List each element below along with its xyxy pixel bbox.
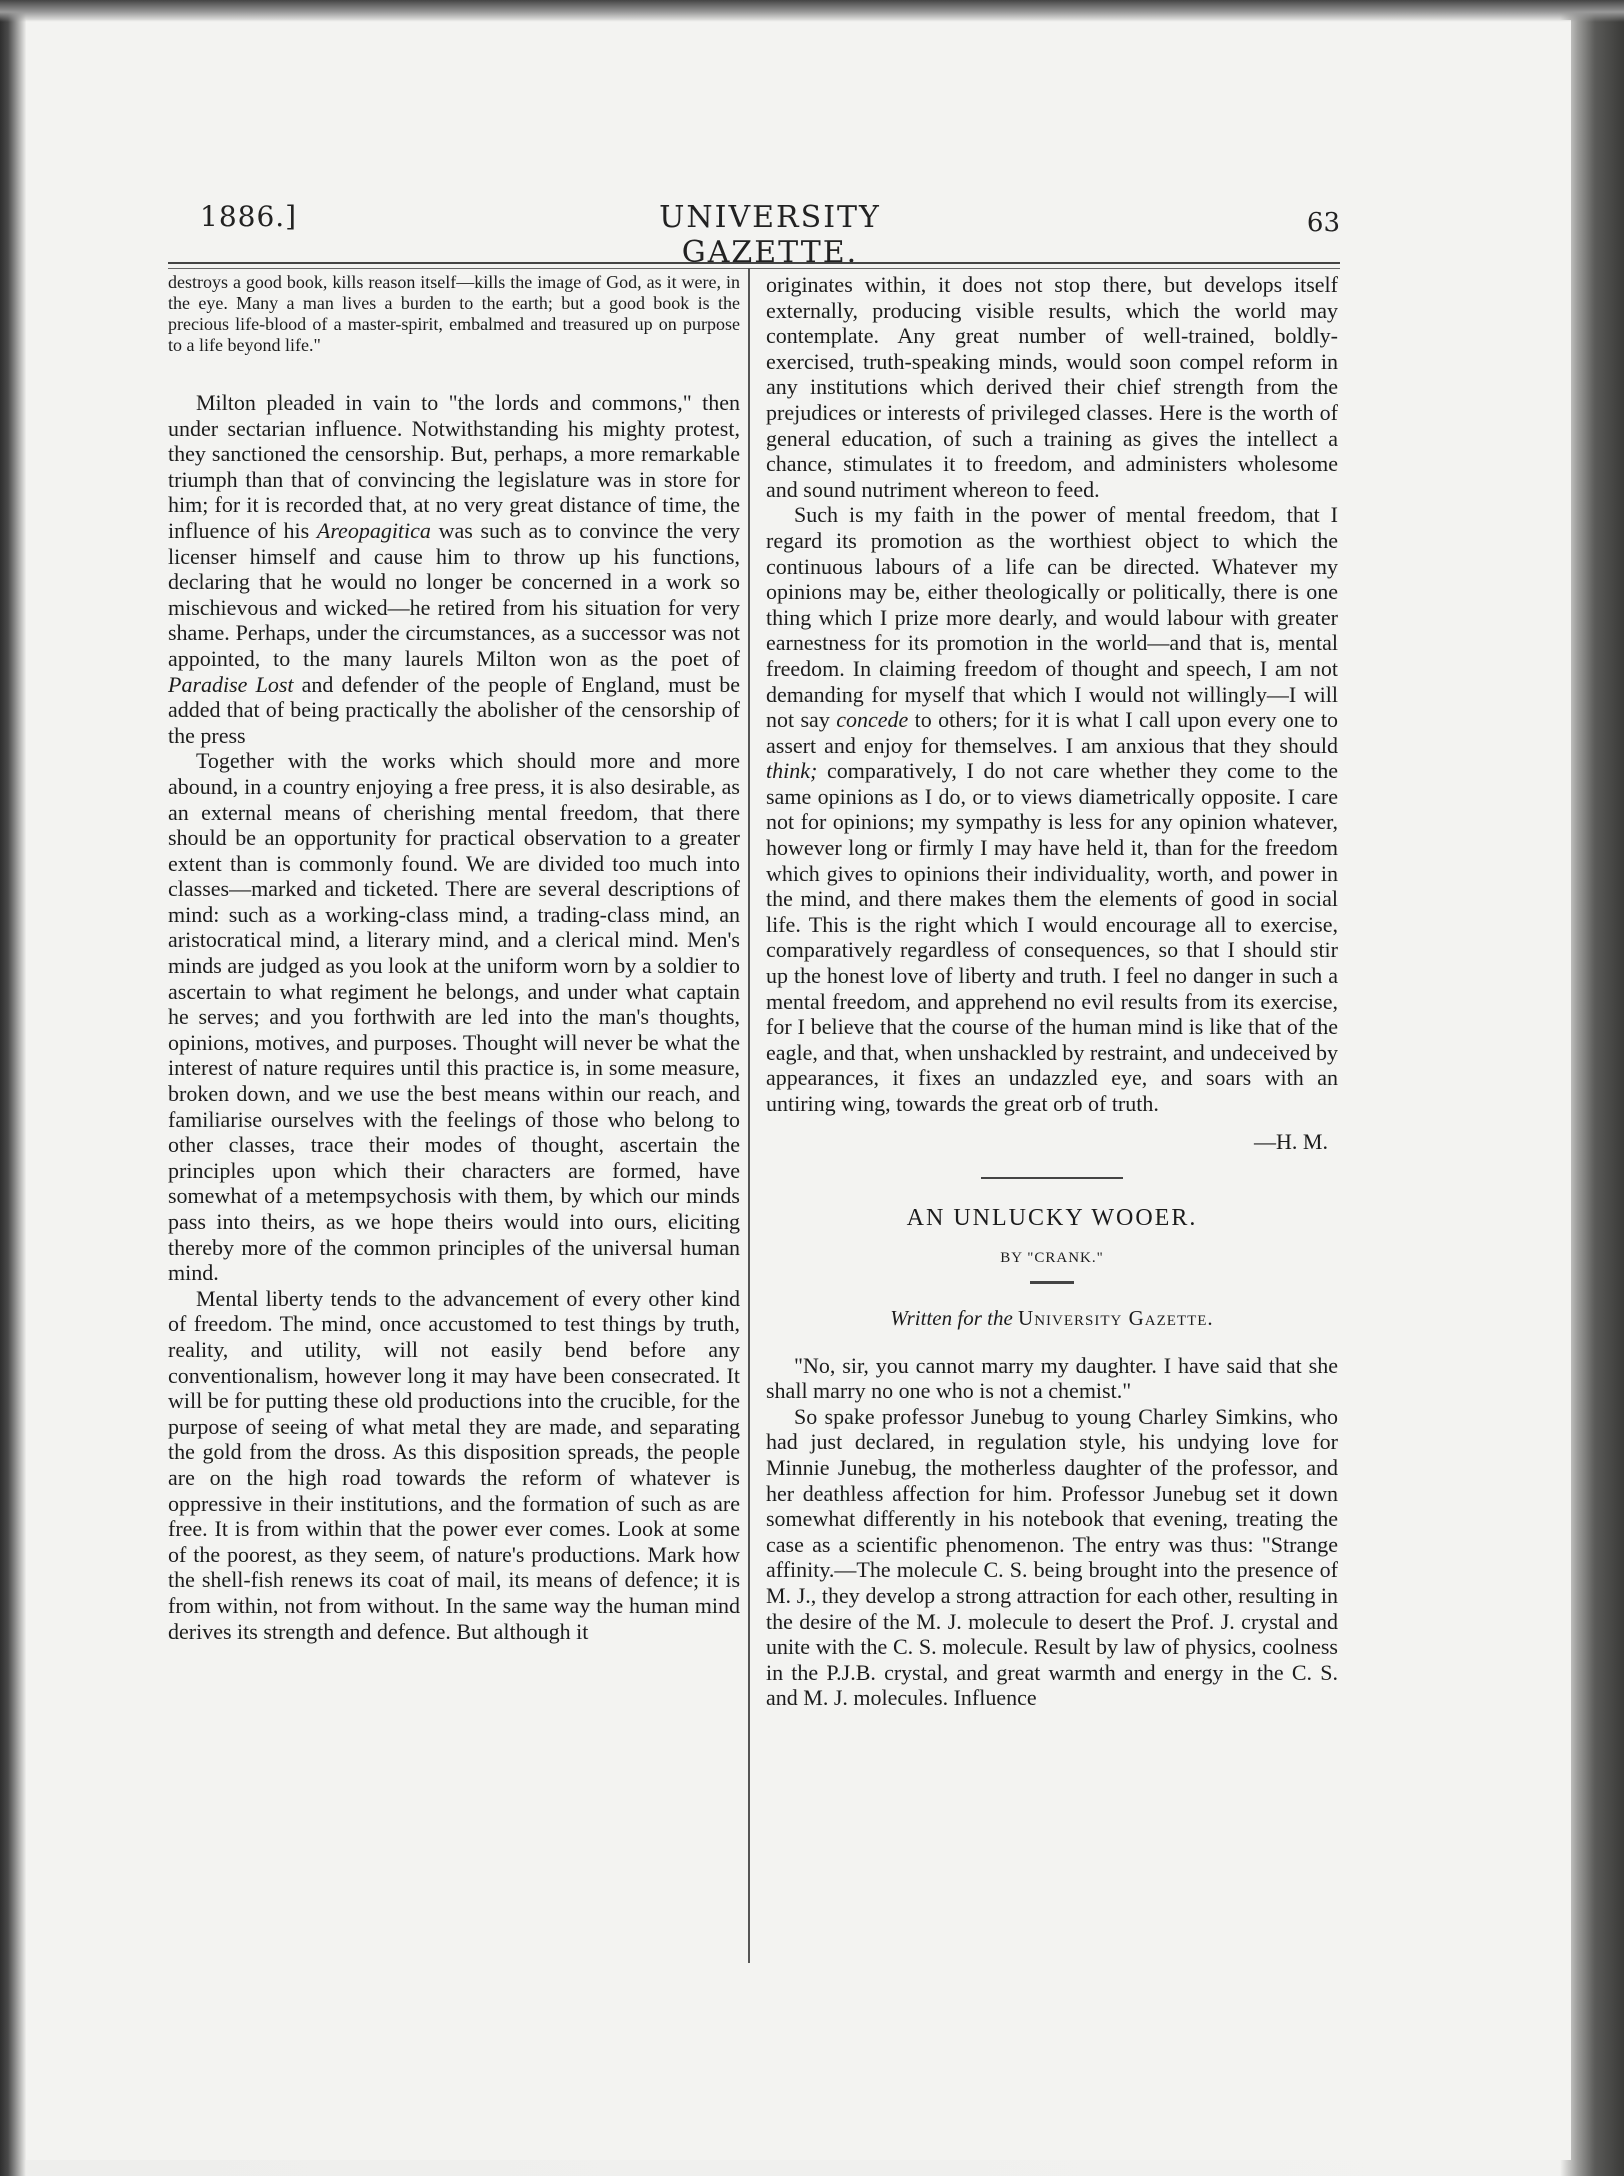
- written-for-line: [766, 1306, 1338, 1331]
- header-rule: [168, 262, 1340, 269]
- text-run: comparatively, I do not care whether they come to the same opinions as I do, or to views diametrically opposite. I care not for opinions; my sympathy is less for any opinion whatever, however long or firmly I may have held it, than for the freedom which gives to opinions their individuality, worth, and power in the mind, and there makes them the elements of good in social life. This is the right which I would encourage all to exercise, comparatively regardless of consequences, so that I should stir up the honest love of liberty and truth. I feel no danger in such a mental freedom, and apprehend no evil results from its exercise, for I believe that the course of the human mind is like that of the eagle, and that, when unshackled by restraint, and undeceived by appearances, it fixes an undazzled eye, and soars with an untiring wing, towards the great orb of truth.: [766, 758, 1338, 1116]
- signature: —H. M.: [1254, 1128, 1328, 1154]
- italic-areopagitica: Areopagitica: [316, 517, 431, 543]
- paragraph-originates: originates within, it does not stop there, but develops itself externally, producing visible results, which the world may contemplate. Any great number of well-trained, boldly-exercised, truth-speaking minds, would soon compel reform in any institutions which derived their chief strength from the prejudices or interests of privileged classes. Here is the worth of general education, of such a training as gives the intellect a chance, stimulates it to freedom, and administers wholesome and sound nutriment whereon to feed.: [766, 272, 1338, 502]
- italic-concede: concede: [836, 707, 909, 733]
- page-number: 63: [1306, 208, 1340, 238]
- running-header: [200, 200, 1340, 270]
- italic-paradise-lost: Paradise Lost: [168, 671, 294, 697]
- right-column: [766, 272, 1338, 1711]
- text-run: Such is my faith in the power of mental freedom, that I regard its promotion as the worthiest object to which the continuous labours of a life can be directed. Whatever my opinions may be, either theologically or politically, there is one thing which I prize more dearly, and would labour with greater earnestness for its promotion in the world—and that is, mental freedom. In claiming freedom of thought and speech, I am not demanding for myself that which I would not willingly—I will not say: [766, 502, 1338, 733]
- section-rule: [981, 1177, 1123, 1179]
- paragraph-milton: [168, 390, 740, 748]
- text-run: was such as to convince the very licenser himself and cause him to throw up his functions, declaring that he would no longer be concerned in a work so mischievous and wicked—he retired from his situation for very shame. Perhaps, under the circumstances, as a successor was not appointed, to the many laurels Milton won as the poet of: [168, 517, 740, 671]
- paragraph-together: Together with the works which should more and more abound, in a country enjoying a free press, it is also desirable, as an external means of cherishing mental freedom, that there should be an opportunity for practical observation to a greater extent than is commonly found. We are divided too much into classes—marked and ticketed. There are several descriptions of mind: such as a working-class mind, a trading-class mind, an aristocratical mind, a literary mind, and a clerical mind. Men's minds are judged as you look at the uniform worn by a soldier to ascertain to what regiment he belongs, and under what captain he serves; and you forthwith are led into the man's thoughts, opinions, motives, and purposes. Thought will never be what the interest of nature requires until this practice is, in some measure, broken down, and we use the best means within our reach, and familiarise ourselves with the feelings of those who belong to other classes, trace their modes of thought, ascertain the principles upon which their characters are formed, have somewhat of a metempsychosis with them, by which our minds pass into theirs, as we hope theirs would into ours, eliciting thereby more of the common principles of the universal human mind.: [168, 748, 740, 1286]
- paragraph-no-sir: "No, sir, you cannot marry my daughter. I have said that she shall marry no one who is not a chemist.": [766, 1352, 1338, 1404]
- italic-think: think;: [766, 758, 818, 784]
- gazette-name: University Gazette.: [1018, 1305, 1214, 1330]
- paragraph-faith: [766, 502, 1338, 1116]
- paragraph-mental-liberty: Mental liberty tends to the advancement of every other kind of freedom. The mind, once accustomed to test things by truth, reality, and utility, will not easily bend before any conventionalism, however long it may have been consecrated. It will be for putting these old productions into the crucible, for the purpose of seeing of what metal they are made, and separating the gold from the dross. As this disposition spreads, the people are on the high road towards the reform of whatever is oppressive in their institutions, and the formation of such as are free. It is from within that the power ever comes. Look at some of the poorest, as they seem, of nature's productions. Mark how the shell-fish renews its coat of mail, its means of defence; it is from within, not from without. In the same way the human mind derives its strength and defence. But although it: [168, 1285, 740, 1644]
- column-divider: [748, 268, 750, 1963]
- header-title: UNIVERSITY GAZETTE.: [659, 200, 881, 270]
- block-quote: destroys a good book, kills reason itself—kills the image of God, as it were, in the eye. Many a man lives a burden to the earth; but a good book is the precious life-blood of a master-spirit, embalmed and treasured up on purpose to a life beyond life.": [168, 272, 740, 355]
- text-run: Milton pleaded in vain to "the lords and commons," then under sectarian influence. Notwithstanding his mighty protest, they sanctioned the censorship. But, perhaps, a more remarkable triumph than that of convincing the legislature was in store for him; for it is recorded that, at no very great distance of time, the influence of his: [168, 390, 740, 543]
- text-run: to others; for it is what I call upon every one to assert and enjoy for themselves. I am anxious that they should: [766, 707, 1338, 758]
- byline-rule: [1030, 1281, 1074, 1284]
- page-top-edge: [0, 0, 1624, 22]
- article-title: AN UNLUCKY WOOER.: [906, 1204, 1198, 1231]
- left-column: [168, 272, 740, 1644]
- text-run: and defender of the people of England, must be added that of being practically the abolisher of the censorship of the press: [168, 671, 740, 748]
- paragraph-so-spake: So spake professor Junebug to young Charley Simkins, who had just declared, in regulation style, his undying love for Minnie Junebug, the motherless daughter of the professor, and her deathless affection for him. Professor Junebug set it down somewhat differently in his notebook that evening, treating the case as a scientific phenomenon. The entry was thus: "Strange affinity.—The molecule C. S. being brought into the presence of M. J., they develop a strong attraction for each other, resulting in the desire of the M. J. molecule to desert the Prof. J. crystal and unite with the C. S. molecule. Result by law of physics, coolness in the P.J.B. crystal, and great warmth and energy in the C. S. and M. J. molecules. Influence: [766, 1403, 1338, 1711]
- text-run: Written for the: [890, 1305, 1019, 1330]
- header-year: 1886.]: [200, 200, 298, 233]
- byline: BY "CRANK.": [1000, 1249, 1104, 1266]
